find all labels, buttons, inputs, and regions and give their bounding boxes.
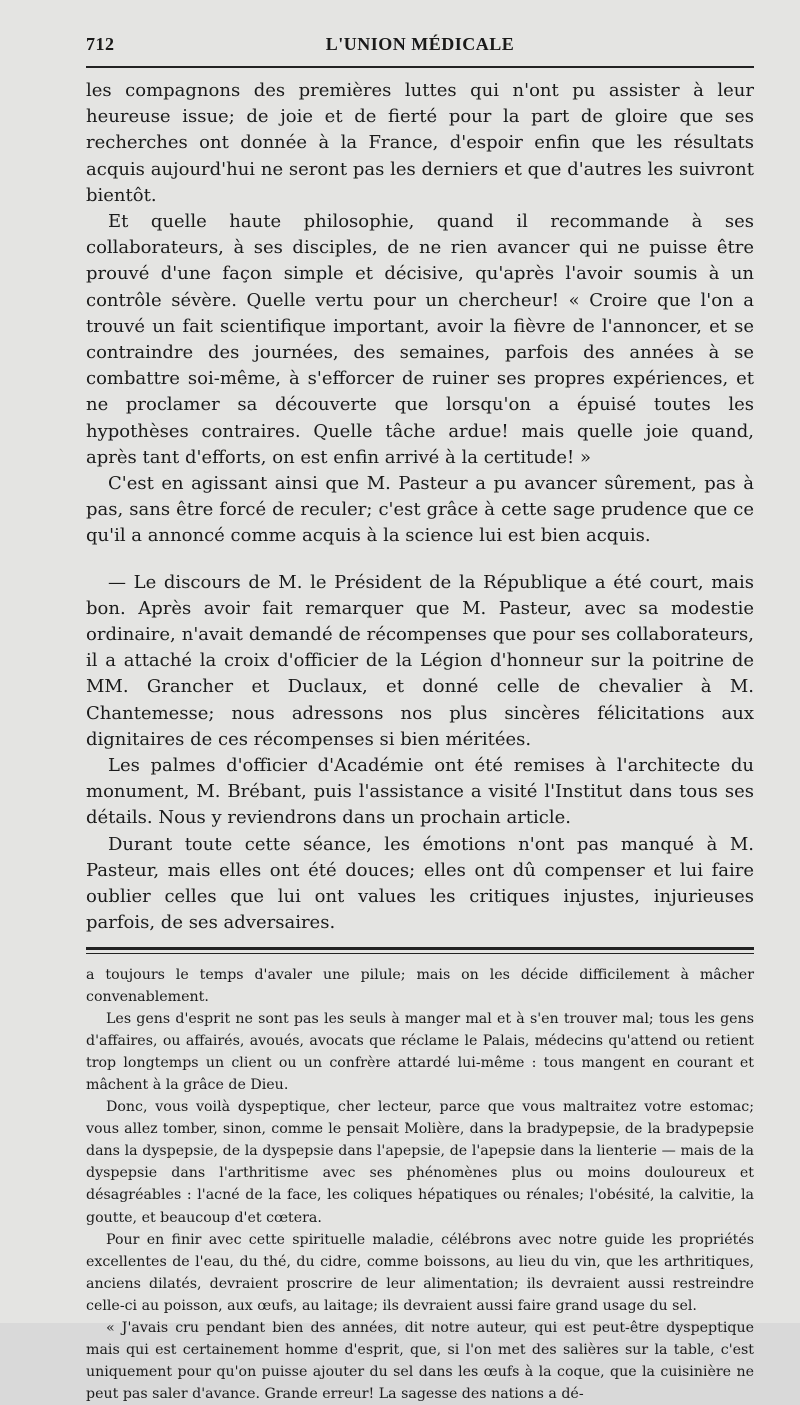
feuilleton-paragraph: « J'avais cru pendant bien des années, dit notre auteur, qui est peut-être dyspeptique mais qui est certainement homme d'esprit, que, si l'on met des salières sur la table, c'est uniquement pour qu'on puisse ajouter du sel dans les œufs à la coque, que la cuisinière ne peut pas saler d'avance. Grande erreur! La sagesse des nations a dé-: [86, 1317, 754, 1405]
feuilleton-paragraph: Pour en finir avec cette spirituelle maladie, célébrons avec notre guide les propriétés excellentes de l'eau, du thé, du cidre, comme boissons, au lieu du vin, que les arthritiques, anciens dilatés, devraient proscrire de leur alimentation; ils devraient aussi restreindre celle-ci au poisson, aux œufs, au laitage; ils devraient aussi faire grand usage du sel.: [86, 1229, 754, 1317]
header-rule: [86, 66, 754, 68]
feuilleton-paragraph: Donc, vous voilà dyspeptique, cher lecteur, parce que vous maltraitez votre estomac; vous allez tomber, sinon, comme le pensait Molière, dans la bradypepsie, de la bradypepsie dans la dyspepsie, de la dyspepsie dans l'apepsie, de l'apepsie dans la lienterie — mais de la dyspepsie dans l'arthritisme avec ses phénomènes plus ou moins douloureux et désagréables : l'acné de la face, les coliques hépatiques ou rénales; l'obésité, la calvitie, la goutte, et beaucoup d'et cœtera.: [86, 1096, 754, 1229]
article-paragraph: Durant toute cette séance, les émotions n'ont pas manqué à M. Pasteur, mais elles ont été douces; elles ont dû compenser et lui faire oublier celles que lui ont values les critiques injustes, injurieuses parfois, de ses adversaires.: [86, 832, 754, 937]
feuilleton-body: [86, 964, 754, 1405]
page-header: [86, 28, 754, 58]
running-title: L'UNION MÉDICALE: [86, 34, 754, 55]
feuilleton-paragraph: a toujours le temps d'avaler une pilule; mais on les décide difficilement à mâcher convenablement.: [86, 964, 754, 1008]
page-number: 712: [86, 34, 115, 55]
article-body: [86, 78, 754, 937]
article-paragraph: — Le discours de M. le Président de la République a été court, mais bon. Après avoir fait remarquer que M. Pasteur, avec sa modestie ordinaire, n'avait demandé de récompenses que pour ses collaborateurs, il a attaché la croix d'officier de la Légion d'honneur sur la poitrine de MM. Grancher et Duclaux, et donné celle de chevalier à M. Chantemesse; nous adressons nos plus sincères félicitations aux dignitaires de ces récompenses si bien méritées.: [86, 570, 754, 753]
article-paragraph: les compagnons des premières luttes qui n'ont pu assister à leur heureuse issue; de joie et de fierté pour la part de gloire que ses recherches ont donnée à la France, d'espoir enfin que les résultats acquis aujourd'hui ne seront pas les derniers et que d'autres les suivront bientôt.: [86, 78, 754, 209]
article-paragraph: C'est en agissant ainsi que M. Pasteur a pu avancer sûrement, pas à pas, sans être forcé de reculer; c'est grâce à cette sage prudence que ce qu'il a annoncé comme acquis à la science lui est bien acquis.: [86, 471, 754, 550]
article-paragraph: Les palmes d'officier d'Académie ont été remises à l'architecte du monument, M. Brébant, puis l'assistance a visité l'Institut dans tous ses détails. Nous y reviendrons dans un prochain article.: [86, 753, 754, 832]
article-paragraph: Et quelle haute philosophie, quand il recommande à ses collaborateurs, à ses disciples, de ne rien avancer qui ne puisse être prouvé d'une façon simple et décisive, qu'après l'avoir soumis à un contrôle sévère. Quelle vertu pour un chercheur! « Croire que l'on a trouvé un fait scientifique important, avoir la fièvre de l'annoncer, et se contraindre des journées, des semaines, parfois des années à se combattre soi-même, à s'efforcer de ruiner ses propres expériences, et ne proclamer sa découverte que lorsqu'on a épuisé toutes les hypothèses contraires. Quelle tâche ardue! mais quelle joie quand, après tant d'efforts, on est enfin arrivé à la certitude! »: [86, 209, 754, 471]
feuilleton-separator: [86, 947, 754, 954]
feuilleton-paragraph: Les gens d'esprit ne sont pas les seuls à manger mal et à s'en trouver mal; tous les gens d'affaires, ou affairés, avoués, avocats que réclame le Palais, médecins qu'attend ou retient trop longtemps un client ou un confrère attardé lui-même : tous mangent en courant et mâchent à la grâce de Dieu.: [86, 1008, 754, 1096]
